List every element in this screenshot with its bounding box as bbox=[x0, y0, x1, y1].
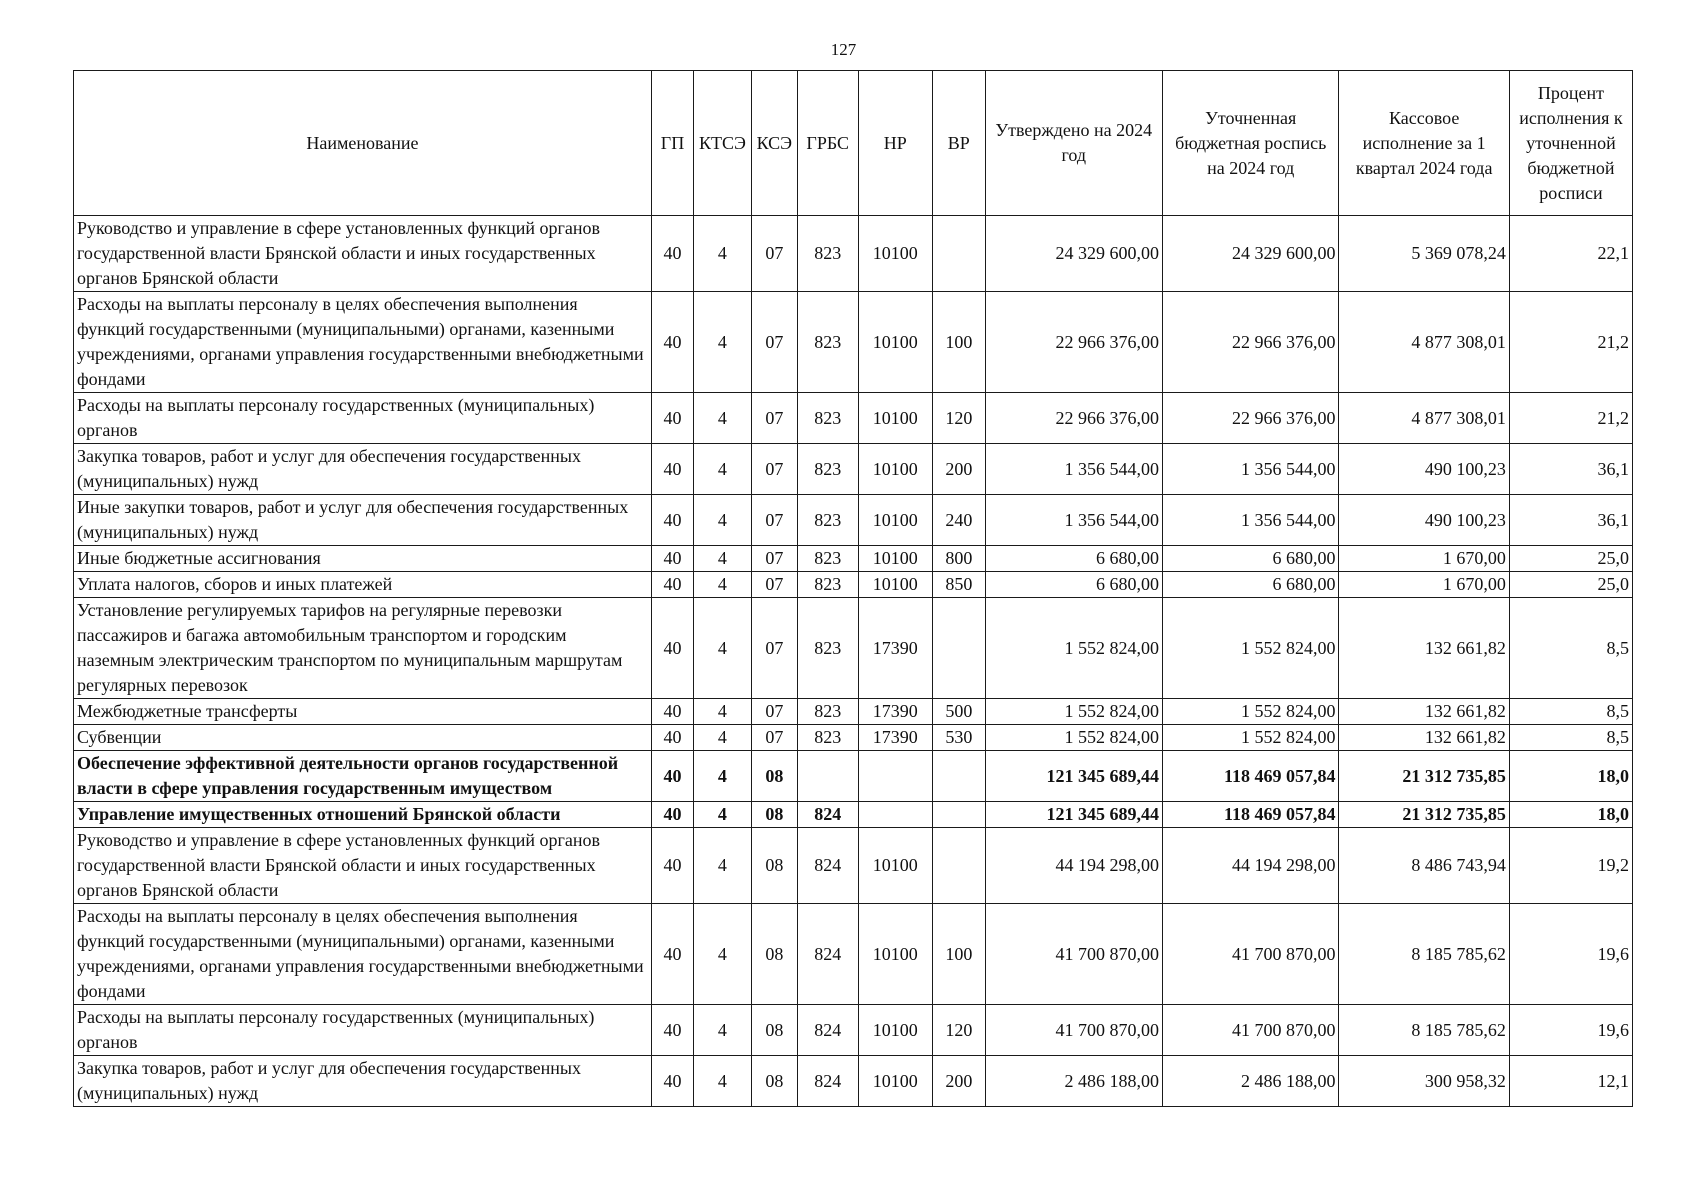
cell-cash: 8 185 785,62 bbox=[1339, 1005, 1509, 1056]
cell-percent: 36,1 bbox=[1509, 444, 1632, 495]
cell-percent: 22,1 bbox=[1509, 216, 1632, 292]
cell-approved: 22 966 376,00 bbox=[985, 393, 1162, 444]
cell-kse: 08 bbox=[751, 802, 797, 828]
cell-percent: 25,0 bbox=[1509, 572, 1632, 598]
cell-grbs: 823 bbox=[798, 393, 859, 444]
cell-nr: 10100 bbox=[858, 828, 933, 904]
cell-ktse: 4 bbox=[694, 802, 751, 828]
cell-refined: 1 356 544,00 bbox=[1163, 495, 1339, 546]
cell-kse: 07 bbox=[751, 393, 797, 444]
table-header bbox=[74, 71, 1633, 216]
cell-name: Межбюджетные трансферты bbox=[74, 699, 652, 725]
cell-vr bbox=[933, 216, 985, 292]
cell-gp: 40 bbox=[651, 751, 693, 802]
cell-refined: 1 552 824,00 bbox=[1163, 725, 1339, 751]
cell-cash: 132 661,82 bbox=[1339, 699, 1509, 725]
cell-grbs: 823 bbox=[798, 292, 859, 393]
cell-grbs: 824 bbox=[798, 1056, 859, 1107]
cell-refined: 6 680,00 bbox=[1163, 572, 1339, 598]
cell-nr: 10100 bbox=[858, 1005, 933, 1056]
cell-grbs: 824 bbox=[798, 1005, 859, 1056]
header-kse: КСЭ bbox=[751, 71, 797, 216]
cell-grbs: 823 bbox=[798, 216, 859, 292]
cell-refined: 6 680,00 bbox=[1163, 546, 1339, 572]
cell-approved: 44 194 298,00 bbox=[985, 828, 1162, 904]
cell-grbs: 823 bbox=[798, 725, 859, 751]
cell-name: Иные закупки товаров, работ и услуг для обеспечения государственных (муниципальных) нужд bbox=[74, 495, 652, 546]
cell-kse: 08 bbox=[751, 751, 797, 802]
budget-table bbox=[73, 70, 1633, 1107]
cell-nr bbox=[858, 751, 933, 802]
cell-ktse: 4 bbox=[694, 1056, 751, 1107]
cell-refined: 22 966 376,00 bbox=[1163, 292, 1339, 393]
cell-percent: 25,0 bbox=[1509, 546, 1632, 572]
cell-approved: 2 486 188,00 bbox=[985, 1056, 1162, 1107]
header-cash: Кассовое исполнение за 1 квартал 2024 года bbox=[1339, 71, 1509, 216]
header-approved: Утверждено на 2024 год bbox=[985, 71, 1162, 216]
cell-approved: 1 552 824,00 bbox=[985, 699, 1162, 725]
table-row bbox=[74, 699, 1633, 725]
cell-cash: 132 661,82 bbox=[1339, 725, 1509, 751]
cell-vr: 100 bbox=[933, 292, 985, 393]
cell-cash: 1 670,00 bbox=[1339, 546, 1509, 572]
cell-name: Иные бюджетные ассигнования bbox=[74, 546, 652, 572]
cell-gp: 40 bbox=[651, 393, 693, 444]
cell-gp: 40 bbox=[651, 495, 693, 546]
cell-vr: 530 bbox=[933, 725, 985, 751]
header-grbs: ГРБС bbox=[798, 71, 859, 216]
cell-ktse: 4 bbox=[694, 828, 751, 904]
cell-vr bbox=[933, 828, 985, 904]
cell-percent: 19,6 bbox=[1509, 904, 1632, 1005]
cell-ktse: 4 bbox=[694, 495, 751, 546]
cell-grbs: 823 bbox=[798, 546, 859, 572]
cell-cash: 300 958,32 bbox=[1339, 1056, 1509, 1107]
cell-ktse: 4 bbox=[694, 216, 751, 292]
header-percent: Процент исполнения к уточненной бюджетной росписи bbox=[1509, 71, 1632, 216]
cell-gp: 40 bbox=[651, 572, 693, 598]
cell-approved: 1 552 824,00 bbox=[985, 598, 1162, 699]
cell-refined: 2 486 188,00 bbox=[1163, 1056, 1339, 1107]
cell-kse: 07 bbox=[751, 699, 797, 725]
cell-kse: 07 bbox=[751, 546, 797, 572]
cell-grbs bbox=[798, 751, 859, 802]
cell-refined: 1 356 544,00 bbox=[1163, 444, 1339, 495]
cell-cash: 8 486 743,94 bbox=[1339, 828, 1509, 904]
cell-name: Расходы на выплаты персоналу в целях обеспечения выполнения функций государственными (муниципальными) органами, казенными учреждениями, органами управления государственными внебюджетными фондами bbox=[74, 292, 652, 393]
cell-refined: 118 469 057,84 bbox=[1163, 802, 1339, 828]
page-number: 127 bbox=[830, 40, 857, 59]
cell-approved: 1 356 544,00 bbox=[985, 444, 1162, 495]
cell-vr: 800 bbox=[933, 546, 985, 572]
cell-gp: 40 bbox=[651, 1005, 693, 1056]
cell-kse: 07 bbox=[751, 444, 797, 495]
cell-name: Обеспечение эффективной деятельности органов государственной власти в сфере управления государственным имуществом bbox=[74, 751, 652, 802]
cell-name: Субвенции bbox=[74, 725, 652, 751]
cell-kse: 07 bbox=[751, 292, 797, 393]
cell-vr bbox=[933, 751, 985, 802]
cell-ktse: 4 bbox=[694, 292, 751, 393]
cell-cash: 8 185 785,62 bbox=[1339, 904, 1509, 1005]
cell-name: Установление регулируемых тарифов на регулярные перевозки пассажиров и багажа автомобильным транспортом и городским наземным электрическим транспортом по муниципальным маршрутам регулярных перевозок bbox=[74, 598, 652, 699]
table-row bbox=[74, 802, 1633, 828]
cell-name: Расходы на выплаты персоналу в целях обеспечения выполнения функций государственными (муниципальными) органами, казенными учреждениями, органами управления государственными внебюджетными фондами bbox=[74, 904, 652, 1005]
cell-percent: 18,0 bbox=[1509, 751, 1632, 802]
cell-grbs: 823 bbox=[798, 444, 859, 495]
cell-grbs: 823 bbox=[798, 699, 859, 725]
cell-percent: 19,2 bbox=[1509, 828, 1632, 904]
cell-grbs: 824 bbox=[798, 904, 859, 1005]
cell-nr: 10100 bbox=[858, 292, 933, 393]
cell-refined: 41 700 870,00 bbox=[1163, 1005, 1339, 1056]
cell-name: Закупка товаров, работ и услуг для обеспечения государственных (муниципальных) нужд bbox=[74, 1056, 652, 1107]
cell-name: Закупка товаров, работ и услуг для обеспечения государственных (муниципальных) нужд bbox=[74, 444, 652, 495]
table-row bbox=[74, 444, 1633, 495]
cell-percent: 18,0 bbox=[1509, 802, 1632, 828]
cell-refined: 22 966 376,00 bbox=[1163, 393, 1339, 444]
cell-gp: 40 bbox=[651, 216, 693, 292]
cell-refined: 44 194 298,00 bbox=[1163, 828, 1339, 904]
cell-cash: 21 312 735,85 bbox=[1339, 802, 1509, 828]
cell-approved: 22 966 376,00 bbox=[985, 292, 1162, 393]
cell-ktse: 4 bbox=[694, 393, 751, 444]
cell-nr: 10100 bbox=[858, 216, 933, 292]
cell-approved: 121 345 689,44 bbox=[985, 751, 1162, 802]
cell-ktse: 4 bbox=[694, 444, 751, 495]
cell-vr: 200 bbox=[933, 444, 985, 495]
cell-vr bbox=[933, 598, 985, 699]
cell-percent: 21,2 bbox=[1509, 393, 1632, 444]
table-row bbox=[74, 725, 1633, 751]
cell-nr: 10100 bbox=[858, 393, 933, 444]
cell-kse: 07 bbox=[751, 725, 797, 751]
header-gp: ГП bbox=[651, 71, 693, 216]
table-row bbox=[74, 598, 1633, 699]
cell-vr: 240 bbox=[933, 495, 985, 546]
table-row bbox=[74, 292, 1633, 393]
cell-grbs: 823 bbox=[798, 495, 859, 546]
table-row bbox=[74, 572, 1633, 598]
cell-name: Руководство и управление в сфере установленных функций органов государственной власти Брянской области и иных государственных органов Брянской области bbox=[74, 216, 652, 292]
cell-refined: 41 700 870,00 bbox=[1163, 904, 1339, 1005]
cell-ktse: 4 bbox=[694, 572, 751, 598]
cell-gp: 40 bbox=[651, 904, 693, 1005]
cell-name: Руководство и управление в сфере установленных функций органов государственной власти Брянской области и иных государственных органов Брянской области bbox=[74, 828, 652, 904]
cell-cash: 21 312 735,85 bbox=[1339, 751, 1509, 802]
table-row bbox=[74, 495, 1633, 546]
cell-name: Уплата налогов, сборов и иных платежей bbox=[74, 572, 652, 598]
cell-vr: 120 bbox=[933, 393, 985, 444]
cell-nr: 17390 bbox=[858, 725, 933, 751]
cell-approved: 41 700 870,00 bbox=[985, 1005, 1162, 1056]
cell-nr: 10100 bbox=[858, 1056, 933, 1107]
cell-approved: 6 680,00 bbox=[985, 572, 1162, 598]
cell-nr: 10100 bbox=[858, 546, 933, 572]
cell-vr: 850 bbox=[933, 572, 985, 598]
table-row bbox=[74, 1005, 1633, 1056]
table-row bbox=[74, 216, 1633, 292]
cell-nr: 10100 bbox=[858, 904, 933, 1005]
cell-grbs: 824 bbox=[798, 802, 859, 828]
table-body bbox=[74, 216, 1633, 1107]
header-row bbox=[74, 71, 1633, 216]
cell-cash: 1 670,00 bbox=[1339, 572, 1509, 598]
header-ktse: КТСЭ bbox=[694, 71, 751, 216]
cell-cash: 490 100,23 bbox=[1339, 444, 1509, 495]
cell-gp: 40 bbox=[651, 828, 693, 904]
cell-refined: 1 552 824,00 bbox=[1163, 699, 1339, 725]
cell-vr: 200 bbox=[933, 1056, 985, 1107]
cell-name: Расходы на выплаты персоналу государственных (муниципальных) органов bbox=[74, 393, 652, 444]
cell-percent: 12,1 bbox=[1509, 1056, 1632, 1107]
table-row bbox=[74, 546, 1633, 572]
cell-gp: 40 bbox=[651, 725, 693, 751]
cell-ktse: 4 bbox=[694, 904, 751, 1005]
cell-percent: 8,5 bbox=[1509, 598, 1632, 699]
cell-name: Управление имущественных отношений Брянской области bbox=[74, 802, 652, 828]
cell-nr bbox=[858, 802, 933, 828]
cell-grbs: 823 bbox=[798, 572, 859, 598]
cell-nr: 17390 bbox=[858, 598, 933, 699]
cell-approved: 24 329 600,00 bbox=[985, 216, 1162, 292]
cell-refined: 1 552 824,00 bbox=[1163, 598, 1339, 699]
cell-cash: 5 369 078,24 bbox=[1339, 216, 1509, 292]
cell-approved: 41 700 870,00 bbox=[985, 904, 1162, 1005]
table-row bbox=[74, 751, 1633, 802]
cell-approved: 1 356 544,00 bbox=[985, 495, 1162, 546]
cell-gp: 40 bbox=[651, 802, 693, 828]
header-name: Наименование bbox=[74, 71, 652, 216]
cell-gp: 40 bbox=[651, 699, 693, 725]
cell-percent: 21,2 bbox=[1509, 292, 1632, 393]
cell-kse: 08 bbox=[751, 1056, 797, 1107]
cell-percent: 36,1 bbox=[1509, 495, 1632, 546]
cell-ktse: 4 bbox=[694, 1005, 751, 1056]
header-nr: НР bbox=[858, 71, 933, 216]
cell-cash: 4 877 308,01 bbox=[1339, 393, 1509, 444]
cell-nr: 10100 bbox=[858, 444, 933, 495]
cell-kse: 08 bbox=[751, 1005, 797, 1056]
cell-percent: 19,6 bbox=[1509, 1005, 1632, 1056]
cell-kse: 07 bbox=[751, 495, 797, 546]
cell-cash: 4 877 308,01 bbox=[1339, 292, 1509, 393]
cell-percent: 8,5 bbox=[1509, 725, 1632, 751]
cell-gp: 40 bbox=[651, 598, 693, 699]
table-row bbox=[74, 828, 1633, 904]
cell-ktse: 4 bbox=[694, 725, 751, 751]
table-row bbox=[74, 904, 1633, 1005]
header-vr: ВР bbox=[933, 71, 985, 216]
cell-gp: 40 bbox=[651, 292, 693, 393]
cell-kse: 08 bbox=[751, 828, 797, 904]
cell-vr bbox=[933, 802, 985, 828]
cell-vr: 120 bbox=[933, 1005, 985, 1056]
cell-approved: 1 552 824,00 bbox=[985, 725, 1162, 751]
cell-refined: 24 329 600,00 bbox=[1163, 216, 1339, 292]
cell-ktse: 4 bbox=[694, 598, 751, 699]
cell-ktse: 4 bbox=[694, 751, 751, 802]
cell-approved: 121 345 689,44 bbox=[985, 802, 1162, 828]
cell-name: Расходы на выплаты персоналу государственных (муниципальных) органов bbox=[74, 1005, 652, 1056]
cell-approved: 6 680,00 bbox=[985, 546, 1162, 572]
cell-gp: 40 bbox=[651, 444, 693, 495]
cell-kse: 08 bbox=[751, 904, 797, 1005]
cell-nr: 10100 bbox=[858, 572, 933, 598]
cell-gp: 40 bbox=[651, 1056, 693, 1107]
cell-ktse: 4 bbox=[694, 699, 751, 725]
cell-cash: 132 661,82 bbox=[1339, 598, 1509, 699]
header-refined: Уточненная бюджетная роспись на 2024 год bbox=[1163, 71, 1339, 216]
cell-grbs: 823 bbox=[798, 598, 859, 699]
cell-percent: 8,5 bbox=[1509, 699, 1632, 725]
cell-kse: 07 bbox=[751, 216, 797, 292]
table-row bbox=[74, 1056, 1633, 1107]
cell-gp: 40 bbox=[651, 546, 693, 572]
cell-ktse: 4 bbox=[694, 546, 751, 572]
cell-kse: 07 bbox=[751, 572, 797, 598]
cell-kse: 07 bbox=[751, 598, 797, 699]
table-row bbox=[74, 393, 1633, 444]
cell-nr: 10100 bbox=[858, 495, 933, 546]
cell-grbs: 824 bbox=[798, 828, 859, 904]
cell-cash: 490 100,23 bbox=[1339, 495, 1509, 546]
cell-vr: 500 bbox=[933, 699, 985, 725]
cell-refined: 118 469 057,84 bbox=[1163, 751, 1339, 802]
cell-vr: 100 bbox=[933, 904, 985, 1005]
cell-nr: 17390 bbox=[858, 699, 933, 725]
